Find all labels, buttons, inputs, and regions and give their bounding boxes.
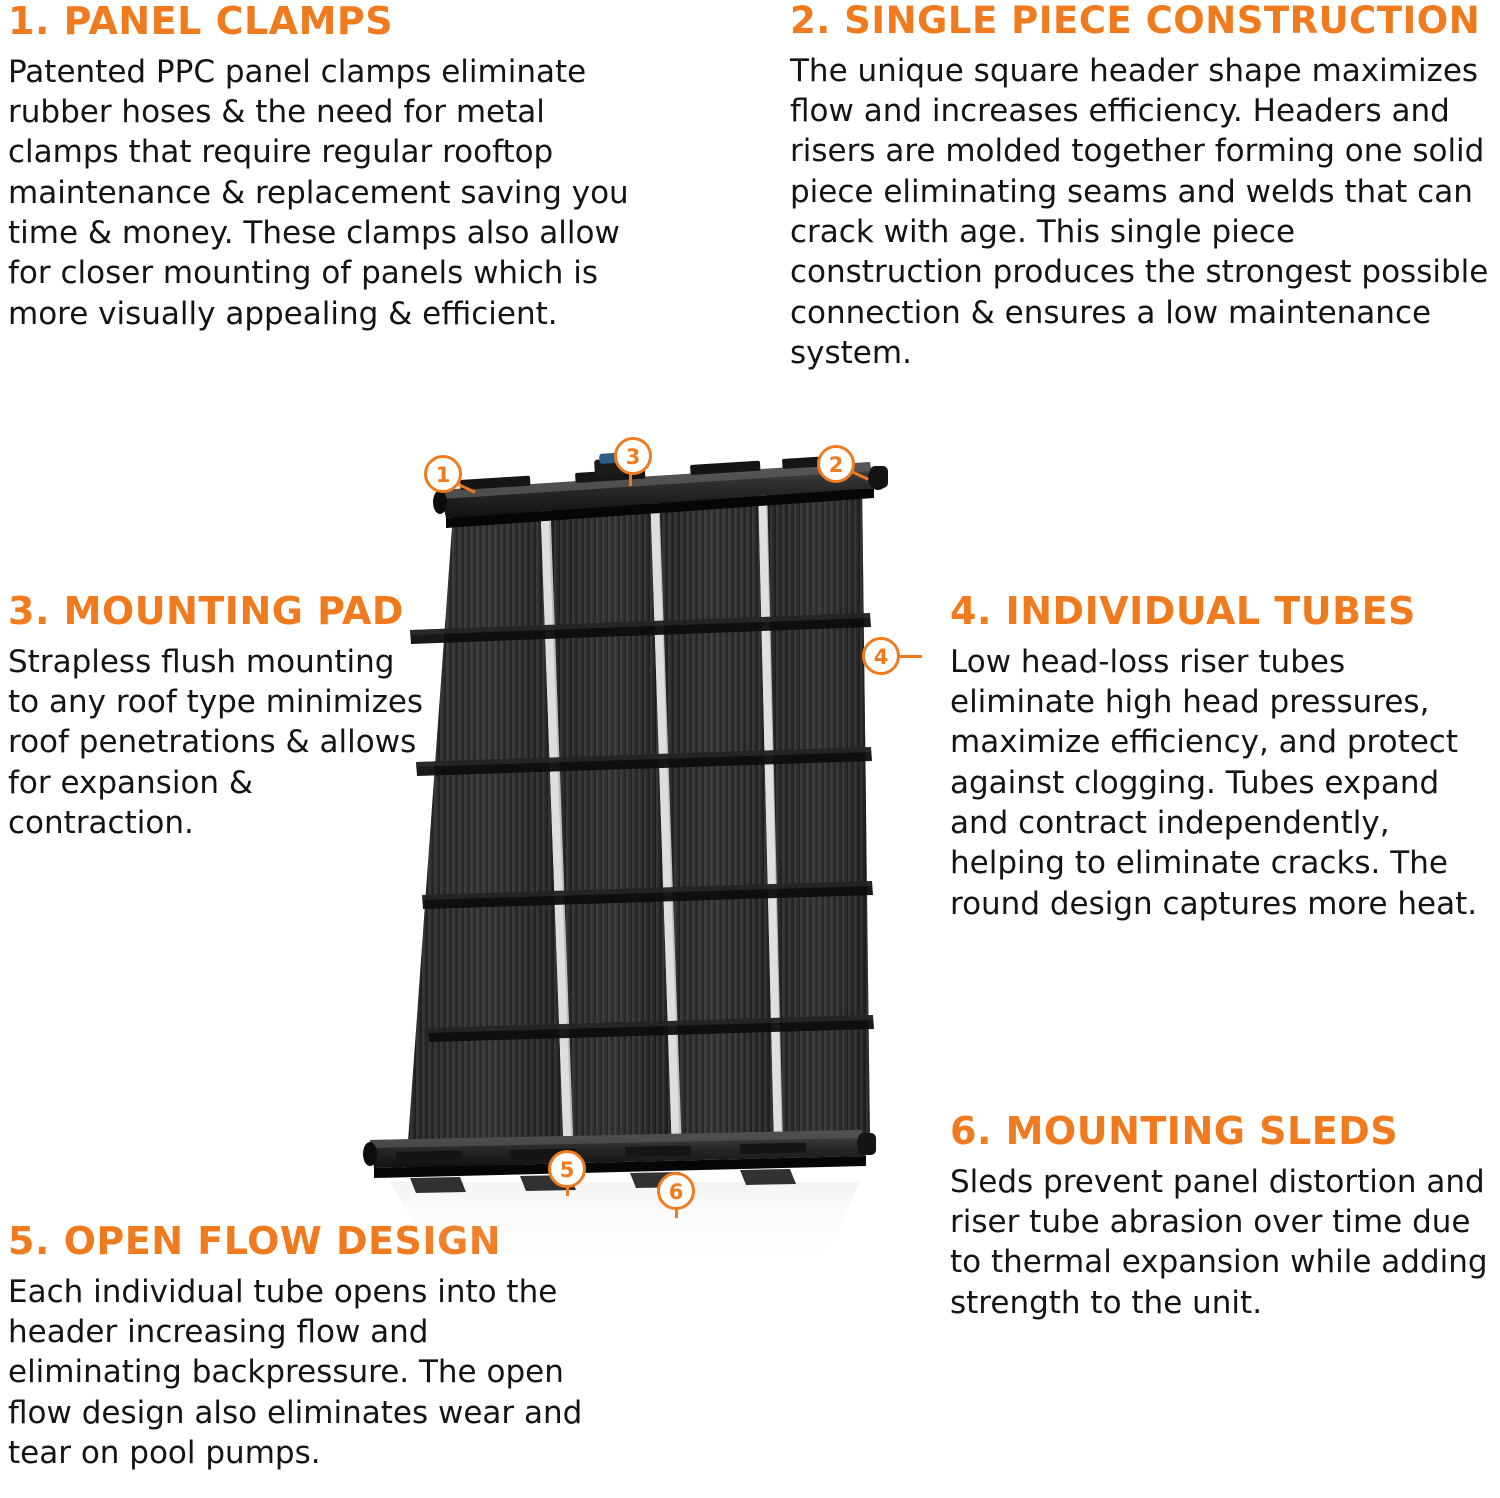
callout-badge-5: 5: [548, 1150, 586, 1188]
feature-body-4: Low head-loss riser tubes eliminate high head pressures, maximize efficiency, and protect against clogging. Tubes expand and contract independently, helping to eliminate cracks. The round design captures more heat.: [950, 643, 1478, 922]
feature-title-1: 1. PANEL CLAMPS: [8, 0, 394, 43]
callout-badge-3: 3: [614, 437, 652, 475]
feature-body-1: Patented PPC panel clamps eliminate rubber hoses & the need for metal clamps that require regular rooftop maintenance & replacement saving you time & money. These clamps also allow for closer mounting of panels which is more visually appealing & efficient.: [8, 53, 629, 332]
solar-panel-illustration: [350, 440, 950, 1270]
feature-body-6: Sleds prevent panel distortion and riser tube abrasion over time due to thermal expansion while adding strength to the unit.: [950, 1163, 1488, 1321]
feature-body-3: Strapless flush mounting to any roof type minimizes roof penetrations & allows for expansion & contraction.: [8, 643, 424, 842]
feature-title-6: 6. MOUNTING SLEDS: [950, 1109, 1399, 1153]
callout-badge-2: 2: [817, 445, 855, 483]
callout-badge-6: 6: [657, 1172, 695, 1210]
feature-individual-tubes: [950, 589, 1490, 924]
feature-title-3: 3. MOUNTING PAD: [8, 589, 404, 633]
callout-leader-4: [898, 655, 922, 658]
callout-badge-1: 1: [424, 455, 462, 493]
feature-title-2: 2. SINGLE PIECE CONSTRUCTION: [790, 0, 1481, 42]
feature-single-piece-construction: [790, 2, 1496, 373]
feature-title-5: 5. OPEN FLOW DESIGN: [8, 1219, 502, 1263]
feature-mounting-sleds: [950, 1109, 1490, 1323]
callout-badge-4: 4: [862, 637, 900, 675]
feature-body-5: Each individual tube opens into the header increasing flow and eliminating backpressure. The open flow design also eliminates wear and tear on pool pumps.: [8, 1273, 583, 1472]
feature-body-2: The unique square header shape maximizes flow and increases efficiency. Headers and risers are molded together forming one solid piece eliminating seams and welds that can crack with age. This single piece construction produces the strongest possible connection & ensures a low maintenance system.: [790, 52, 1489, 371]
feature-title-4: 4. INDIVIDUAL TUBES: [950, 589, 1416, 633]
feature-panel-clamps: [8, 2, 648, 334]
